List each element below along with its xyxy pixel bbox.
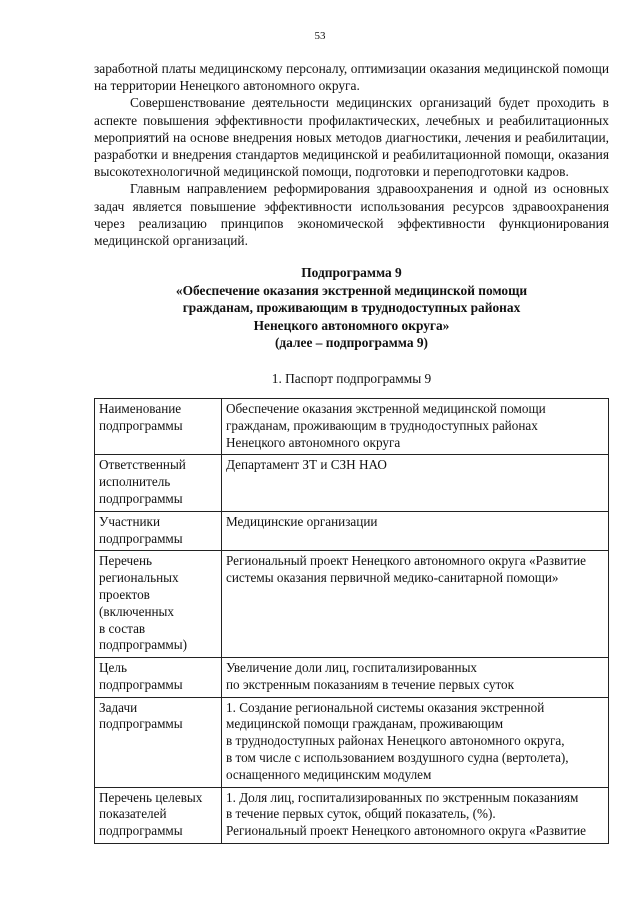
row-value-line: Департамент ЗТ и СЗН НАО — [226, 457, 387, 473]
heading-line: «Обеспечение оказания экстренной медицинской помощи — [175, 282, 528, 298]
row-label-cell — [95, 511, 222, 551]
page-number: 53 — [314, 30, 326, 42]
paragraph: Главным направлением реформирования здравоохранения и одной из основных задач является повышение эффективности использования ресурсов здравоохранения через реализацию принципов экономической эффективности функционирования медицинской организаций. — [94, 181, 609, 249]
row-label-line: показателей — [99, 806, 167, 822]
row-label-cell — [95, 658, 222, 698]
row-value-line: Медицинские организации — [226, 513, 378, 529]
row-value-line: оснащенного медицинским модулем — [226, 766, 432, 782]
row-label-line: исполнитель — [99, 474, 171, 490]
row-label-line: Задачи — [99, 699, 138, 715]
row-value-cell — [222, 398, 609, 454]
row-label-line: Перечень целевых — [99, 789, 203, 805]
row-label-line: подпрограммы — [99, 823, 183, 839]
heading-line: Подпрограмма 9 — [301, 265, 402, 281]
table-row — [95, 398, 609, 454]
table-row — [95, 787, 609, 843]
row-label-cell — [95, 398, 222, 454]
heading-line: (далее – подпрограмма 9) — [274, 335, 429, 351]
row-value-line: гражданам, проживающим в труднодоступных районах — [226, 417, 538, 433]
passport-table — [94, 398, 609, 844]
row-value-cell — [222, 455, 609, 511]
row-label-line: региональных — [99, 570, 179, 586]
table-row — [95, 658, 609, 698]
row-label-cell — [95, 697, 222, 787]
row-label-line: подпрограммы — [99, 716, 183, 732]
paragraph: заработной платы медицинскому персоналу, оптимизации оказания медицинской помощи на территории Ненецкого автономного округа. — [94, 61, 609, 94]
row-label-line: Цель — [99, 660, 127, 676]
row-value-line: Региональный проект Ненецкого автономного округа «Развитие — [226, 553, 586, 569]
paragraph: Совершенствование деятельности медицинских организаций будет проходить в аспекте повышения эффективности профилактических, лечебных и реабилитационных мероприятий на основе внедрения новых методов диагностики, лечения и реабилитации, разработки и внедрения стандартов медицинской и реабилитационной помощи, оказания высокотехнологичной медицинской помощи, подготовки и переподготовки кадров. — [94, 95, 609, 180]
row-label-cell — [95, 787, 222, 843]
table-row — [95, 697, 609, 787]
row-label-line: подпрограммы) — [99, 637, 188, 653]
row-label-line: подпрограммы — [99, 676, 183, 692]
document-body — [94, 60, 609, 844]
row-value-line: в течение первых суток, общий показатель, (%). — [226, 806, 496, 822]
row-value-line: Увеличение доли лиц, госпитализированных — [226, 660, 478, 676]
row-value-cell — [222, 511, 609, 551]
heading-line: Ненецкого автономного округа» — [253, 317, 450, 333]
row-label-cell — [95, 455, 222, 511]
row-label-cell — [95, 551, 222, 658]
row-label-line: в состав — [99, 620, 146, 636]
row-value-cell — [222, 787, 609, 843]
row-label-line: Ответственный — [99, 457, 186, 473]
row-label-line: Участники — [99, 513, 161, 529]
row-label-line: (включенных — [99, 603, 175, 619]
row-value-line: в том числе с использованием воздушного судна (вертолета), — [226, 750, 569, 766]
row-label-line: подпрограммы — [99, 417, 183, 433]
heading-line: гражданам, проживающим в труднодоступных районах — [182, 300, 521, 316]
row-value-cell — [222, 697, 609, 787]
row-value-line: в труднодоступных районах Ненецкого автономного округа, — [226, 733, 565, 749]
passport-title: 1. Паспорт подпрограммы 9 — [271, 370, 432, 386]
row-label-line: подпрограммы — [99, 530, 183, 546]
table-row — [95, 551, 609, 658]
row-value-line: Ненецкого автономного округа — [226, 434, 401, 450]
table-row — [95, 511, 609, 551]
subprogram-heading — [94, 264, 609, 352]
row-value-line: системы оказания первичной медико-санитарной помощи» — [226, 570, 559, 586]
row-label-line: проектов — [99, 586, 150, 602]
row-value-line: Региональный проект Ненецкого автономного округа «Развитие — [226, 823, 586, 839]
table-row — [95, 455, 609, 511]
row-value-line: Обеспечение оказания экстренной медицинской помощи — [226, 400, 546, 416]
row-value-line: 1. Создание региональной системы оказания экстренной — [226, 699, 545, 715]
row-label-line: Перечень — [99, 553, 153, 569]
row-value-line: по экстренным показаниям в течение первых суток — [226, 676, 515, 692]
row-value-cell — [222, 658, 609, 698]
row-label-line: Наименование — [99, 400, 182, 416]
row-value-line: 1. Доля лиц, госпитализированных по экстренным показаниям — [226, 789, 579, 805]
row-value-cell — [222, 551, 609, 658]
row-label-line: подпрограммы — [99, 490, 183, 506]
row-value-line: медицинской помощи гражданам, проживающим — [226, 716, 504, 732]
